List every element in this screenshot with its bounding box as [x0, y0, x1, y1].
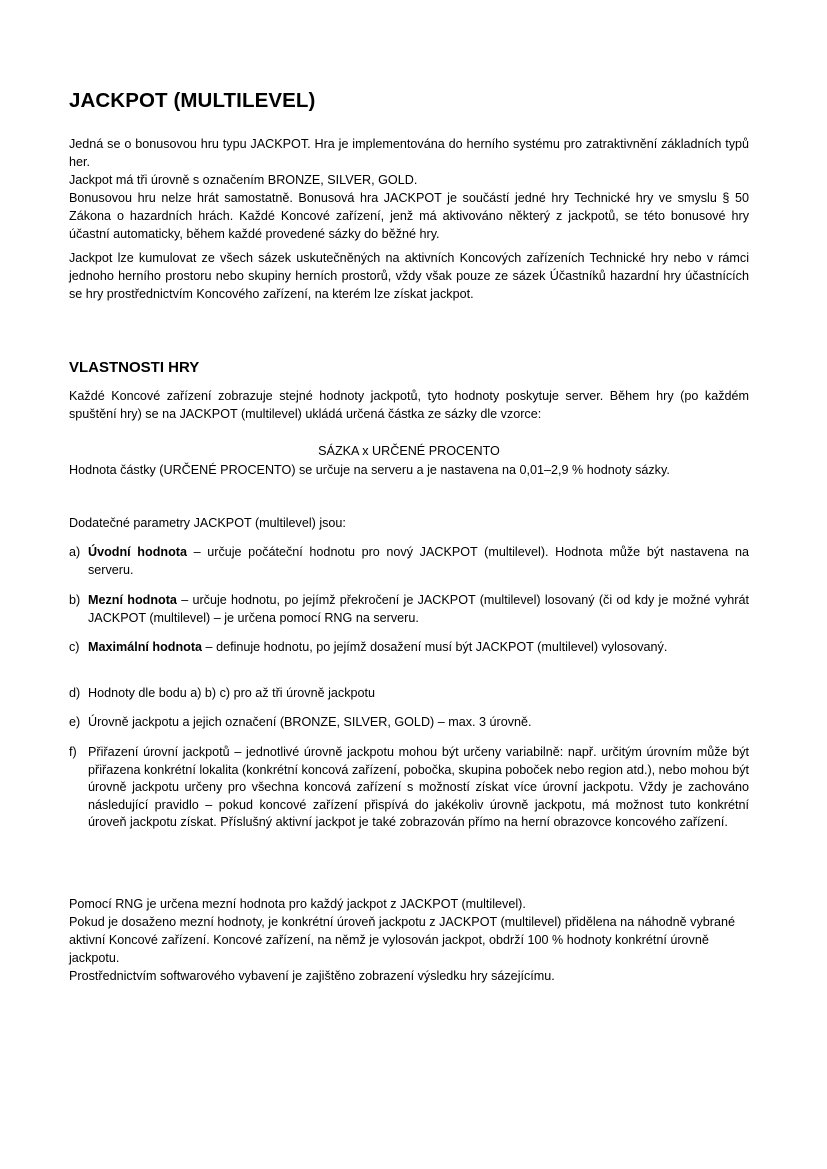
list-text: Úrovně jackpotu a jejich označení (BRONZE, SILVER, GOLD) – max. 3 úrovně.: [88, 715, 532, 729]
list-term: Úvodní hodnota: [88, 545, 187, 559]
document-title: JACKPOT (MULTILEVEL): [69, 89, 316, 112]
list-text: Hodnoty dle bodu a) b) c) pro až tři úrovně jackpotu: [88, 686, 376, 700]
list-marker: a): [69, 545, 81, 559]
list-item: [69, 744, 749, 832]
list-text: Přiřazení úrovní jackpotů – jednotlivé úrovně jackpotu mohou být určeny variabilně: např. určitým úrovním může být přiřazena konkrétní lokalita (konkrétní koncová zařízení, pobočka, skupina poboček nebo region atd.), nebo mohou být úrovně jackpotu určeny pro všechna koncová zařízení s možností získat více úrovní jackpotu. Vždy je zachováno následující pravidlo – pokud koncové zařízení přispívá do jakékoliv úrovně jackpotu, má možnost tuto konkrétní úroveň jackpotu získat. Příslušný aktivní jackpot je také zobrazován přímo na herní obrazovce koncového zařízení.: [88, 745, 749, 829]
intro-paragraph-4: Jackpot lze kumulovat ze všech sázek uskutečněných na aktivních Koncových zařízeních Technické hry nebo v rámci jednoho herního prostoru nebo skupiny herních prostorů, vždy však pouze ze sázek Účastníků hazardní hry účastnících se hry prostřednictvím Koncového zařízení, na kterém lze získat jackpot.: [69, 251, 749, 301]
closing-paragraph-2: Pokud je dosaženo mezní hodnoty, je konkrétní úroveň jackpotu z JACKPOT (multilevel) přidělena na náhodně vybrané aktivní Koncové zařízení. Koncové zařízení, na němž je vylosován jackpot, obdrží 100 % hodnoty konkrétní úrovně jackpotu.: [69, 915, 735, 965]
list-item: [69, 685, 749, 703]
closing-paragraph-3: Prostřednictvím softwarového vybavení je zajištěno zobrazení výsledku hry sázejícímu.: [69, 969, 555, 983]
list-marker: f): [69, 745, 77, 759]
closing-paragraph-1: Pomocí RNG je určena mezní hodnota pro každý jackpot z JACKPOT (multilevel).: [69, 897, 526, 911]
list-text: – určuje počáteční hodnotu pro nový JACKPOT (multilevel). Hodnota může být nastavena na serveru.: [88, 545, 750, 577]
list-marker: e): [69, 715, 81, 729]
list-term: Mezní hodnota: [88, 593, 177, 607]
list-text: – definuje hodnotu, po jejímž dosažení musí být JACKPOT (multilevel) vylosovaný.: [202, 640, 668, 654]
params-intro: Dodatečné parametry JACKPOT (multilevel) jsou:: [69, 516, 346, 530]
list-marker: b): [69, 593, 81, 607]
section-paragraph-2: Hodnota částky (URČENÉ PROCENTO) se určuje na serveru a je nastavena na 0,01–2,9 % hodnoty sázky.: [69, 463, 670, 477]
intro-paragraph-1: Jedná se o bonusovou hru typu JACKPOT. Hra je implementována do herního systému pro zatraktivnění základních typů her.: [69, 137, 749, 169]
list-term: Maximální hodnota: [88, 640, 203, 654]
intro-paragraph-2: Jackpot má tři úrovně s označením BRONZE, SILVER, GOLD.: [69, 173, 418, 187]
list-item: [69, 544, 749, 579]
formula: SÁZKA x URČENÉ PROCENTO: [318, 443, 500, 458]
list-item: [69, 592, 749, 627]
intro-paragraph-3: Bonusovou hru nelze hrát samostatně. Bonusová hra JACKPOT je součástí jedné hry Technické hry ve smyslu § 50 Zákona o hazardních hrách. Každé Koncové zařízení, jenž má aktivováno některý z jackpotů, se této bonusové hry účastní automaticky, během každé provedené sázky do běžné hry.: [69, 191, 749, 241]
list-marker: d): [69, 686, 81, 700]
list-text: – určuje hodnotu, po jejímž překročení je JACKPOT (multilevel) losovaný (či od kdy je možné vyhrát JACKPOT (multilevel) – je určena pomocí RNG na serveru.: [88, 593, 749, 625]
list-item: [69, 714, 749, 732]
list-marker: c): [69, 640, 80, 654]
list-item: [69, 639, 749, 657]
section-heading: VLASTNOSTI HRY: [69, 359, 200, 376]
section-paragraph-1: Každé Koncové zařízení zobrazuje stejné hodnoty jackpotů, tyto hodnoty poskytuje server. Během hry (po každém spuštění hry) se na JACKPOT (multilevel) ukládá určená částka ze sázky dle vzorce:: [69, 389, 749, 421]
